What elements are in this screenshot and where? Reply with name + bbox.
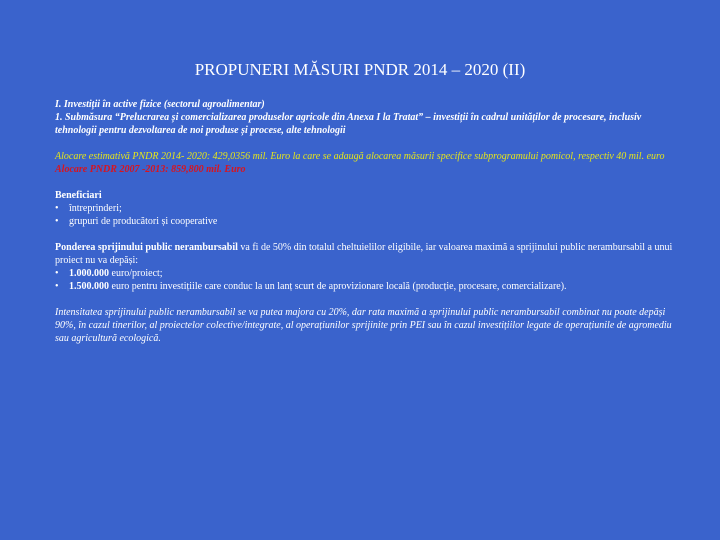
support-text: va fi de 50% din totalul cheltuielilor eligibile, iar valoarea maximă a sprijinului public nerambursabil a unui proiect nu va depăși:: [55, 242, 673, 266]
beneficiaries-heading: Beneficiari: [55, 190, 102, 201]
support-item-text: euro/proiect;: [109, 268, 163, 279]
previous-allocation: Alocare PNDR 2007 -2013: 859,800 mil. Euro: [55, 164, 246, 175]
support-item: [55, 280, 685, 293]
slide-content: [55, 98, 685, 358]
intensity-paragraph: Intensitatea sprijinului public nerambursabil se va putea majora cu 20%, dar rata maximă a sprijinului public nerambursabil combinat nu poate depăși 90%, în cazul tinerilor, al proiectelor colective/integrate, al operațiunilor sprijinite prin PEI sau în cazul investițiilor legate de operațiunile de agromediu sau agricultură ecologică.: [55, 307, 672, 344]
estimated-allocation: Alocare estimativă PNDR 2014- 2020: 429,0356 mil. Euro la care se adaugă alocarea măsurii specifice subprogramului pomicol, respectiv 40 mil. euro: [55, 151, 665, 162]
submeasure-description: 1. Submăsura “Prelucrarea și comercializarea produselor agricole din Anexa I la Tratat” – investiții în cadrul unităților de procesare, inclusiv tehnologii pentru dezvoltarea de noi produse și procese, alte tehnologii: [55, 112, 642, 136]
allocation-block: [55, 150, 685, 176]
support-item-text: euro pentru investițiile care conduc la un lanț scurt de aprovizionare locală (producție, procesare, comercializare).: [109, 281, 567, 292]
section-heading: I. Investiții în active fizice (sectorul agroalimentar): [55, 99, 265, 110]
support-amount: 1.500.000: [69, 281, 109, 292]
support-amount: 1.000.000: [69, 268, 109, 279]
beneficiaries-block: [55, 189, 685, 228]
support-lead: Ponderea sprijinului public nerambursabil: [55, 242, 238, 253]
submeasure-block: [55, 98, 685, 137]
beneficiary-item: • întreprinderi;: [55, 202, 685, 215]
support-item: [55, 267, 685, 280]
beneficiary-item: • grupuri de producători și cooperative: [55, 215, 685, 228]
slide-title: PROPUNERI MĂSURI PNDR 2014 – 2020 (II): [194, 60, 526, 79]
support-block: [55, 241, 685, 293]
support-paragraph: [55, 241, 685, 267]
